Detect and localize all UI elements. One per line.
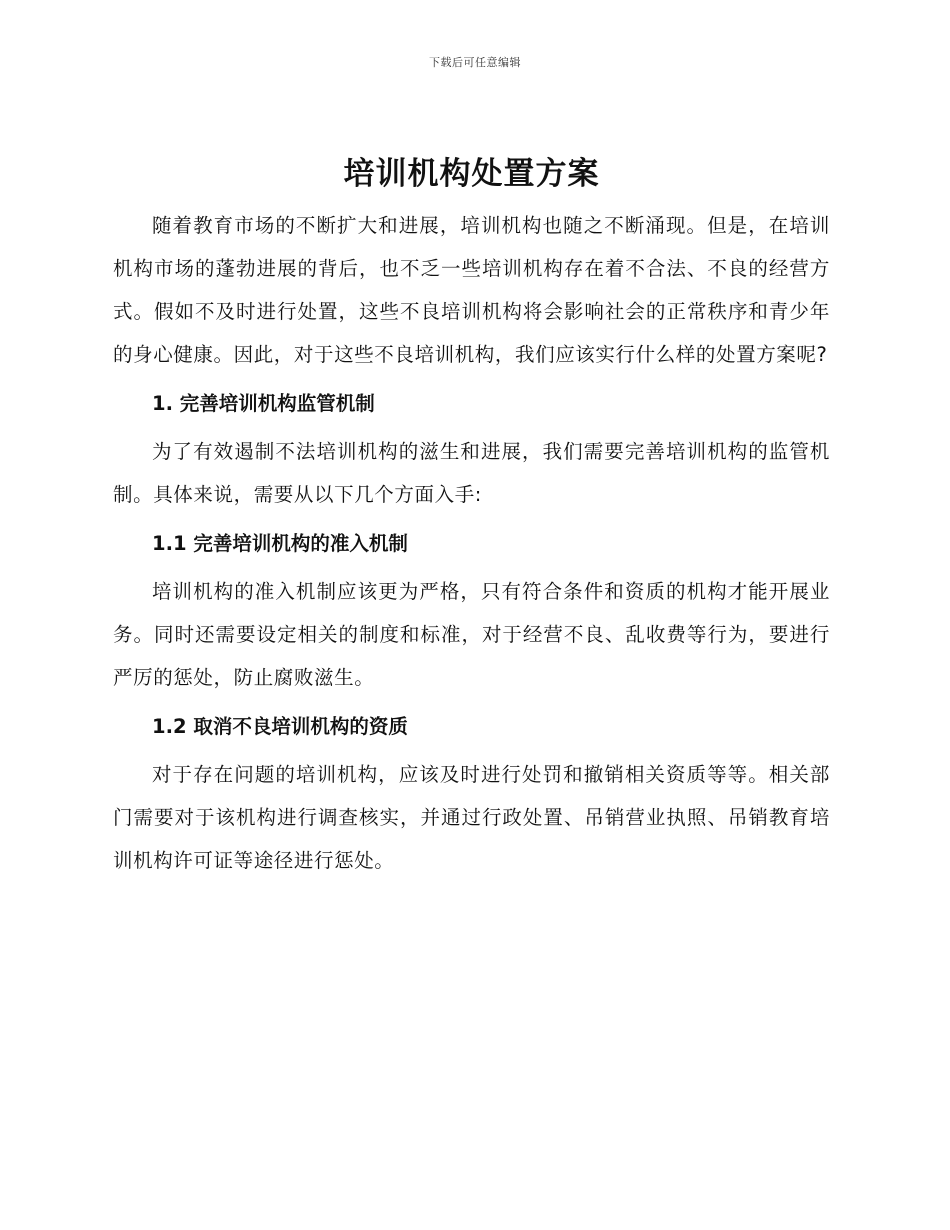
section-heading: 1.2 取消不良培训机构的资质	[152, 715, 408, 738]
intro-paragraph: 随着教育市场的不断扩大和进展，培训机构也随之不断涌现。但是，在培训机构市场的蓬勃进展的背后，也不乏一些培训机构存在着不合法、不良的经营方式。假如不及时进行处置，这些不良培训机构将会影响社会的正常秩序和青少年的身心健康。因此，对于这些不良培训机构，我们应该实行什么样的处置方案呢?	[113, 214, 830, 366]
document-title: 培训机构处置方案	[343, 156, 600, 192]
section-heading: 1.1 完善培训机构的准入机制	[152, 532, 408, 555]
section-paragraph: 培训机构的准入机制应该更为严格，只有符合条件和资质的机构才能开展业务。同时还需要设定相关的制度和标准，对于经营不良、乱收费等行为，要进行严厉的惩处，防止腐败滋生。	[113, 580, 830, 689]
section-heading: 1. 完善培训机构监管机制	[152, 392, 375, 415]
document-content	[113, 148, 830, 882]
section-paragraph: 为了有效遏制不法培训机构的滋生和进展，我们需要完善培训机构的监管机制。具体来说，需要从以下几个方面入手:	[113, 440, 830, 506]
header-note: 下载后可任意编辑	[429, 56, 521, 69]
section-paragraph: 对于存在问题的培训机构，应该及时进行处罚和撤销相关资质等等。相关部门需要对于该机构进行调查核实，并通过行政处置、吊销营业执照、吊销教育培训机构许可证等途径进行惩处。	[113, 763, 830, 872]
